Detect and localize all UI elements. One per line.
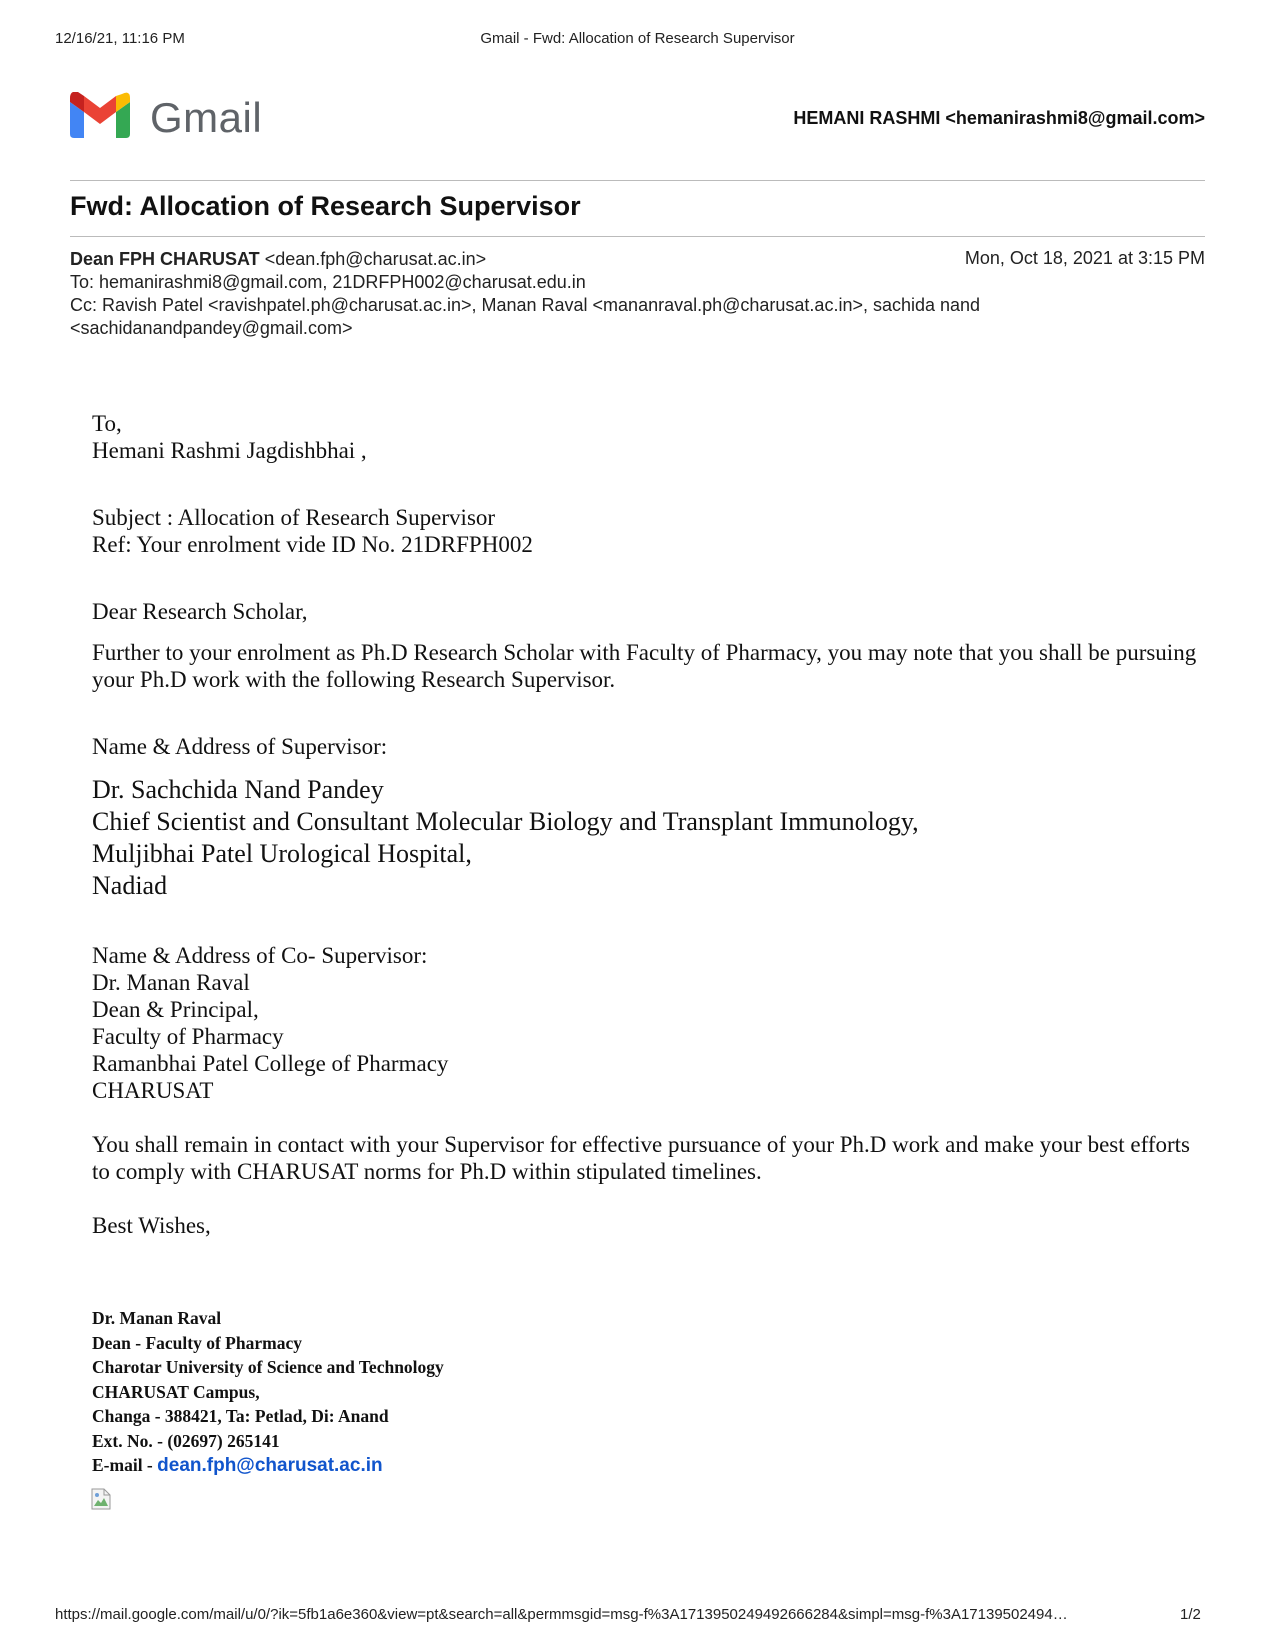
cosupervisor-line: CHARUSAT <box>92 1078 214 1103</box>
cc-line-2: <sachidanandpandey@gmail.com> <box>70 318 353 338</box>
gmail-logo <box>70 92 270 142</box>
print-page-number: 1/2 <box>1180 1606 1201 1623</box>
cosupervisor-line: Faculty of Pharmacy <box>92 1024 284 1049</box>
to-line: To: hemanirashmi8@gmail.com, 21DRFPH002@charusat.edu.in <box>70 272 586 292</box>
supervisor-heading: Name & Address of Supervisor: <box>92 734 388 759</box>
account-name: HEMANI RASHMI <hemanirashmi8@gmail.com> <box>793 108 1205 128</box>
message-date: Mon, Oct 18, 2021 at 3:15 PM <box>964 248 1205 268</box>
supervisor-line: Nadiad <box>92 871 168 900</box>
cosupervisor-line: Dr. Manan Raval <box>92 970 250 995</box>
signature-email-label: E-mail - <box>92 1455 158 1475</box>
supervisor-line: Dr. Sachchida Nand Pandey <box>92 775 384 804</box>
subject-divider <box>70 236 1205 237</box>
cc-line-1: Cc: Ravish Patel <ravishpatel.ph@charusat.ac.in>, Manan Raval <mananraval.ph@charusat.ac.in>, sachida nand <box>70 295 981 315</box>
sender-name: Dean FPH CHARUSAT <box>70 249 260 269</box>
signature-line: Dean - Faculty of Pharmacy <box>92 1332 302 1353</box>
email-subject: Fwd: Allocation of Research Supervisor <box>70 191 581 221</box>
email-signature <box>92 1306 444 1479</box>
signature-line: Charotar University of Science and Technology <box>92 1357 444 1377</box>
signature-email-link[interactable]: dean.fph@charusat.ac.in <box>157 1455 383 1476</box>
signature-line: Changa - 388421, Ta: Petlad, Di: Anand <box>92 1406 389 1426</box>
letter-salutation: Dear Research Scholar, <box>92 599 308 624</box>
letter-subject: Subject : Allocation of Research Supervisor <box>92 505 496 530</box>
supervisor-line: Muljibhai Patel Urological Hospital, <box>92 839 472 868</box>
cc-line <box>70 294 1205 340</box>
signature-line: Dr. Manan Raval <box>92 1308 222 1328</box>
supervisor-line: Chief Scientist and Consultant Molecular Biology and Transplant Immunology, <box>92 807 919 836</box>
gmail-logo-text: Gmail <box>150 94 263 141</box>
print-url: https://mail.google.com/mail/u/0/?ik=5fb1a6e360&view=pt&search=all&permmsgid=msg-f%3A1713950249492666284&simpl=msg-f%3A17139502494… <box>55 1606 1068 1623</box>
letter-paragraph-2: You shall remain in contact with your Supervisor for effective pursuance of your Ph.D work and make your best efforts to comply with CHARUSAT norms for Ph.D within stipulated timelines. <box>92 1132 1191 1184</box>
gmail-m-icon <box>70 92 130 138</box>
signature-line: CHARUSAT Campus, <box>92 1381 260 1402</box>
signature-line: Ext. No. - (02697) 265141 <box>92 1430 280 1451</box>
header-divider <box>70 180 1205 181</box>
signature-email-line <box>92 1453 444 1479</box>
cosupervisor-heading: Name & Address of Co- Supervisor: <box>92 943 428 968</box>
print-datetime: 12/16/21, 11:16 PM <box>55 30 185 47</box>
sender-address: <dean.fph@charusat.ac.in> <box>264 249 487 269</box>
cosupervisor-line: Dean & Principal, <box>92 997 259 1022</box>
supervisor-address <box>92 774 1212 902</box>
broken-image-icon <box>91 1488 111 1510</box>
email-body <box>92 410 1212 1239</box>
letter-paragraph-1: Further to your enrolment as Ph.D Research Scholar with Faculty of Pharmacy, you may note that you shall be pursuing your Ph.D work with the following Research Supervisor. <box>92 640 1197 692</box>
letter-ref: Ref: Your enrolment vide ID No. 21DRFPH002 <box>92 532 533 557</box>
letter-recipient: Hemani Rashmi Jagdishbhai , <box>92 438 367 463</box>
letter-to: To, <box>92 411 122 436</box>
print-title: Gmail - Fwd: Allocation of Research Supervisor <box>480 30 795 47</box>
cosupervisor-line: Ramanbhai Patel College of Pharmacy <box>92 1051 449 1076</box>
letter-closing: Best Wishes, <box>92 1213 211 1238</box>
cosupervisor-address <box>92 969 1212 1104</box>
